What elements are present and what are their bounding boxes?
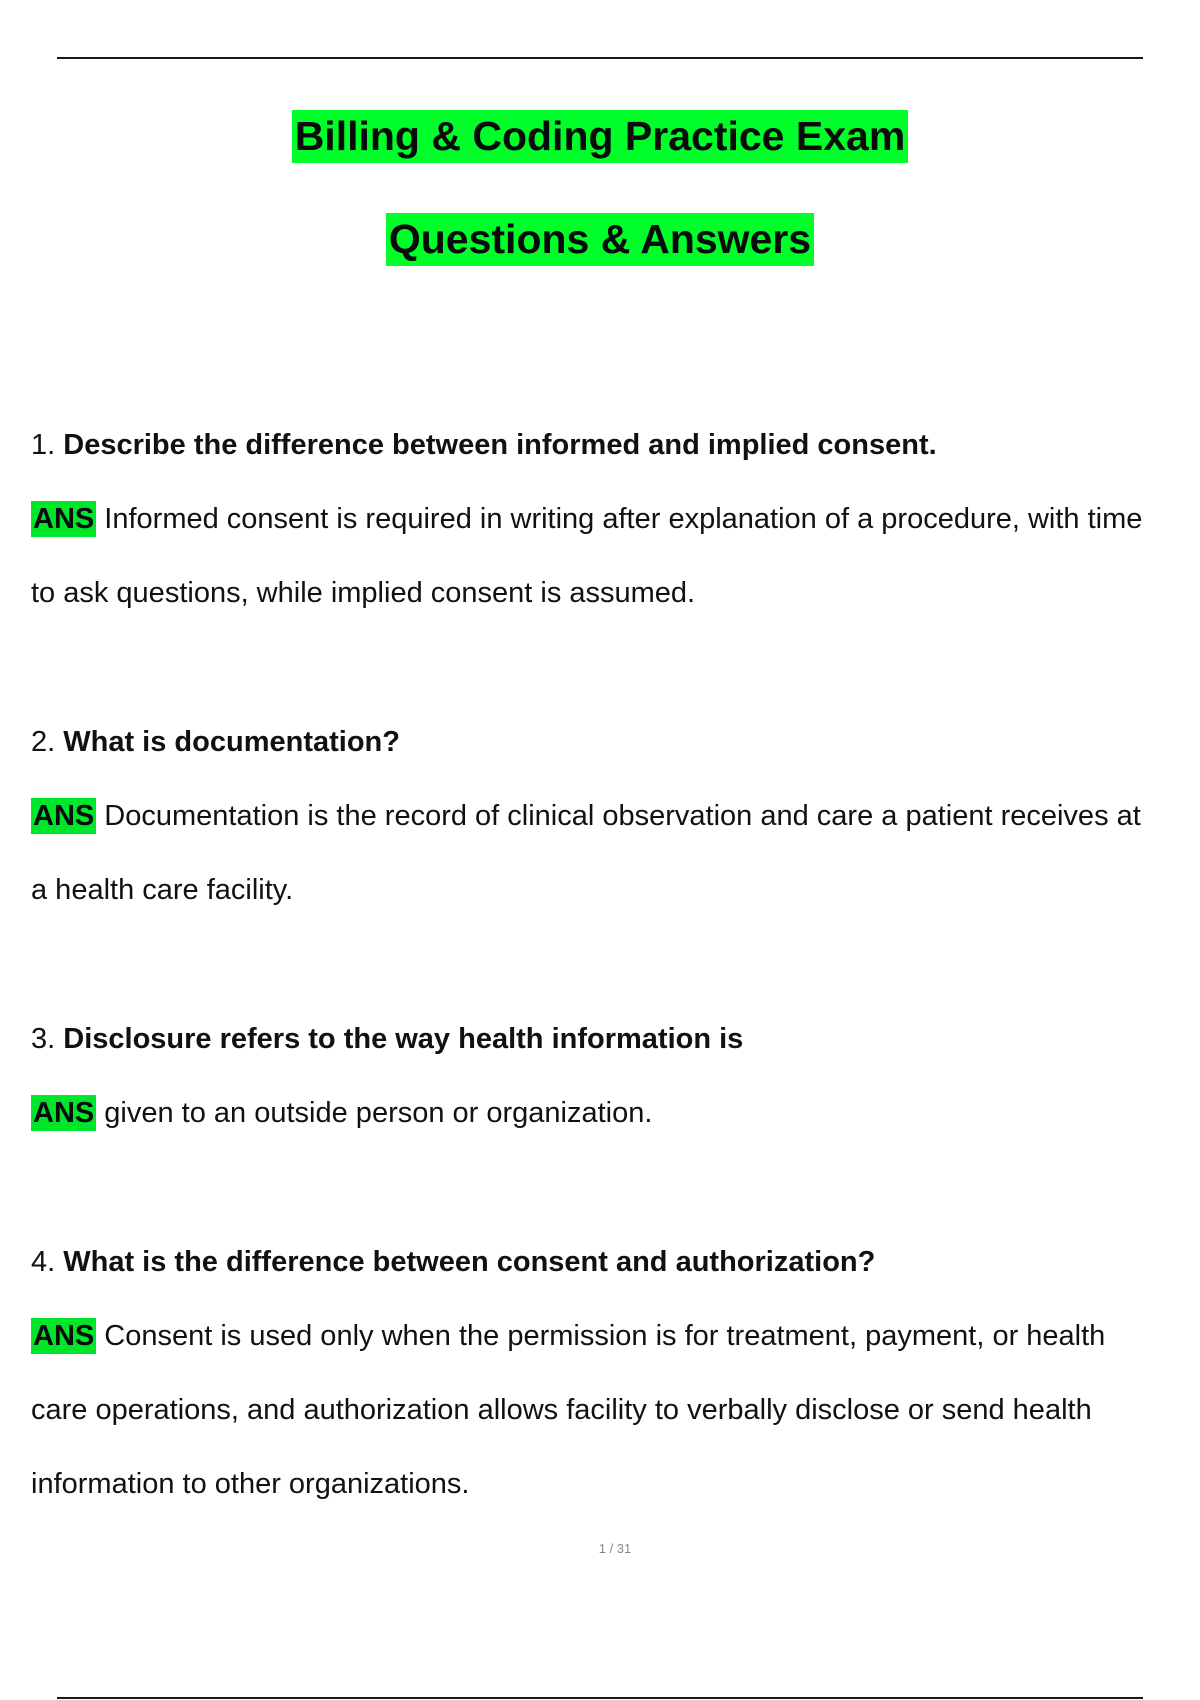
- question-text: Describe the difference between informed and implied consent.: [63, 429, 937, 461]
- question-number: 1.: [31, 429, 56, 461]
- answer-1: [31, 482, 1161, 630]
- qa-item-4: [31, 1225, 1161, 1521]
- answer-text: Consent is used only when the permission is for treatment, payment, or health care operations, and authorization allows facility to verbally disclose or send health information to other organizations.: [31, 1320, 1106, 1500]
- qa-item-1: [31, 408, 1161, 630]
- question-4: [31, 1225, 1161, 1299]
- answer-3: [31, 1076, 1161, 1150]
- answer-text: given to an outside person or organization.: [104, 1097, 653, 1129]
- question-text: What is documentation?: [63, 726, 400, 758]
- question-number: 3.: [31, 1023, 56, 1055]
- question-text: Disclosure refers to the way health information is: [63, 1023, 744, 1055]
- page-indicator: 1 / 31: [598, 1541, 632, 1556]
- qa-item-2: [31, 705, 1161, 927]
- answer-2: [31, 779, 1161, 927]
- ans-label: ANS: [33, 503, 95, 535]
- answer-text: Documentation is the record of clinical observation and care a patient receives at a health care facility.: [31, 800, 1141, 906]
- question-3: [31, 1002, 1161, 1076]
- ans-label: ANS: [33, 1097, 95, 1129]
- answer-4: [31, 1299, 1161, 1521]
- question-number: 2.: [31, 726, 56, 758]
- question-text: What is the difference between consent and authorization?: [63, 1246, 876, 1278]
- question-2: [31, 705, 1161, 779]
- answer-text: Informed consent is required in writing after explanation of a procedure, with time to ask questions, while implied consent is assumed.: [31, 503, 1143, 609]
- document-title: [0, 110, 1200, 163]
- ans-label: ANS: [33, 1320, 95, 1352]
- document-subtitle: [0, 213, 1200, 266]
- qa-item-3: [31, 1002, 1161, 1150]
- title-line-2: Questions & Answers: [386, 213, 814, 266]
- top-rule: [57, 57, 1143, 59]
- bottom-rule: [57, 1697, 1143, 1699]
- question-1: [31, 408, 1161, 482]
- title-line-1: Billing & Coding Practice Exam: [292, 110, 909, 163]
- ans-label: ANS: [33, 800, 95, 832]
- question-number: 4.: [31, 1246, 56, 1278]
